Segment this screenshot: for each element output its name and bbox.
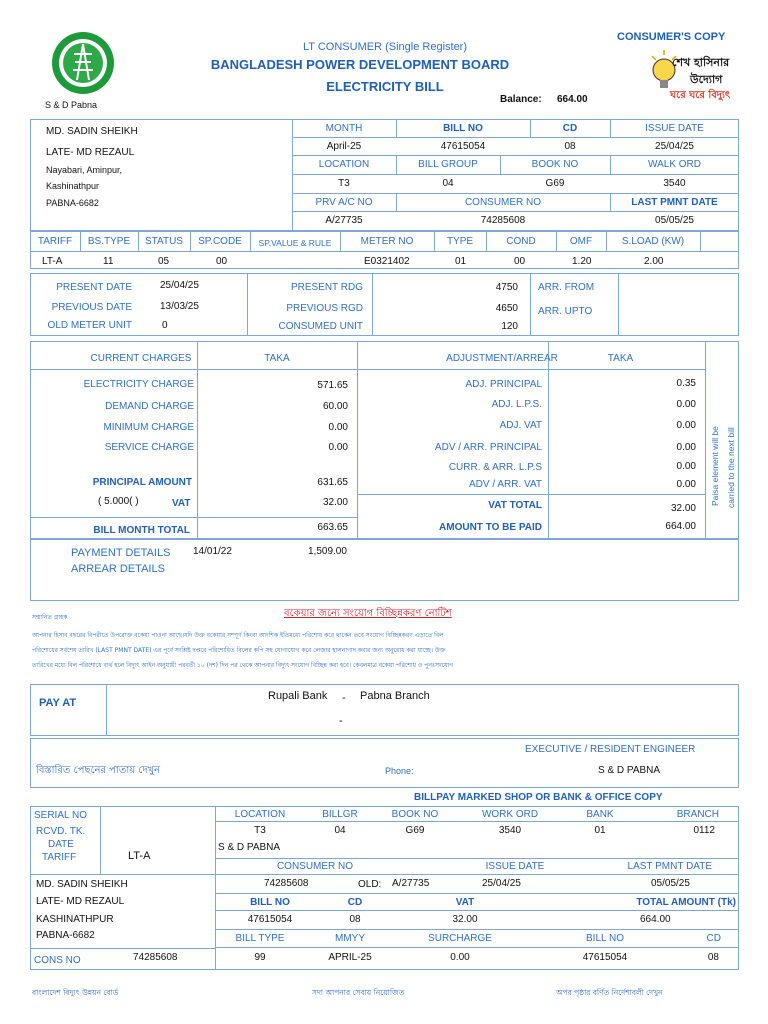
location-value: T3 bbox=[338, 178, 350, 189]
stub-book-value: G69 bbox=[405, 825, 425, 836]
stub-work-header: WORK ORD bbox=[481, 809, 539, 820]
stub-consumer-no-value: 74285608 bbox=[264, 878, 309, 889]
bottom-right-text: অপর পৃষ্ঠার বর্ণিত নির্দেশাবলী দেখুন bbox=[556, 988, 663, 997]
phone-label: Phone: bbox=[385, 766, 414, 776]
previous-rdg-value: 4650 bbox=[495, 303, 518, 314]
consumer-name: MD. SADIN SHEIKH bbox=[46, 126, 138, 137]
consumer-address-1: Nayabari, Aminpur, bbox=[46, 165, 123, 175]
payment-details-label: PAYMENT DETAILS bbox=[71, 547, 171, 559]
stub-vat-header: VAT bbox=[455, 897, 475, 908]
walk-ord-value: 3540 bbox=[663, 178, 686, 189]
bill-month-total-value: 663.65 bbox=[317, 522, 348, 533]
issue-date-value: 25/04/25 bbox=[655, 141, 694, 152]
cond-header: COND bbox=[506, 236, 536, 247]
stub-total-header: TOTAL AMOUNT (Tk) bbox=[636, 897, 736, 908]
last-pmnt-header: LAST PMNT DATE bbox=[631, 197, 718, 208]
stub-branch-header: BRANCH bbox=[676, 809, 719, 820]
present-rdg-label: PRESENT RDG bbox=[290, 282, 363, 293]
type-value: 01 bbox=[455, 256, 467, 267]
adj-vat-value: 0.00 bbox=[676, 420, 696, 431]
present-date-label: PRESENT DATE bbox=[56, 282, 132, 293]
bs-type-header: BS.TYPE bbox=[87, 236, 131, 247]
old-meter-value: 0 bbox=[162, 320, 168, 331]
arrear-details-label: ARREAR DETAILS bbox=[71, 563, 165, 575]
month-header: MONTH bbox=[325, 123, 363, 134]
status-value: 05 bbox=[158, 256, 170, 267]
stub-vat-value: 32.00 bbox=[452, 914, 478, 925]
stub-consumer-father: LATE- MD REZAUL bbox=[36, 896, 125, 907]
consumed-unit-label: CONSUMED UNIT bbox=[278, 321, 363, 332]
org-title: BANGLADESH POWER DEVELOPMENT BOARD bbox=[210, 57, 510, 72]
billno-value: 47615054 bbox=[440, 141, 486, 152]
adj-lps-value: 0.00 bbox=[676, 399, 696, 410]
electricity-charge-value: 571.65 bbox=[317, 380, 348, 391]
adjustment-header: ADJUSTMENT/ARREAR bbox=[446, 353, 558, 364]
issue-date-header: ISSUE DATE bbox=[645, 123, 704, 134]
previous-date-label: PREVIOUS DATE bbox=[51, 302, 132, 313]
stub-cd2-header: CD bbox=[706, 933, 721, 944]
stub-title: BILLPAY MARKED SHOP OR BANK & OFFICE COPY bbox=[414, 792, 663, 803]
stub-billno-value: 47615054 bbox=[247, 914, 293, 925]
adv-principal-label: ADV / ARR. PRINCIPAL bbox=[434, 442, 542, 453]
campaign-text-3: ঘরে ঘরে বিদ্যুৎ bbox=[670, 90, 731, 101]
consumer-address-2: Kashinathpur bbox=[46, 181, 100, 191]
campaign-logo bbox=[650, 50, 736, 110]
amount-to-be-paid-value: 664.00 bbox=[665, 521, 696, 532]
stub-location-header: LOCATION bbox=[234, 809, 286, 820]
demand-charge-label: DEMAND CHARGE bbox=[105, 401, 194, 412]
adj-principal-value: 0.35 bbox=[676, 378, 696, 389]
bill-group-header: BILL GROUP bbox=[418, 159, 478, 170]
arr-upto-label: ARR. UPTO bbox=[538, 306, 593, 317]
paisa-note-1: Paisa element will be bbox=[710, 426, 720, 506]
date-label: DATE bbox=[48, 839, 74, 850]
stub-office: S & D PABNA bbox=[218, 842, 281, 853]
stub-bill-type-value: 99 bbox=[254, 952, 266, 963]
stub-billgr-header: BILLGR bbox=[322, 809, 358, 820]
demand-charge-value: 60.00 bbox=[322, 401, 348, 412]
vat-label: VAT bbox=[172, 498, 191, 509]
month-value: April-25 bbox=[326, 141, 362, 152]
meter-no-value: E0321402 bbox=[364, 256, 410, 267]
consumer-no-value: 74285608 bbox=[480, 215, 526, 226]
previous-rdg-label: PREVIOUS RGD bbox=[286, 303, 363, 314]
details-on-back-link[interactable]: বিস্তারিত পেছনের পাতায় দেখুন bbox=[36, 765, 161, 776]
adv-vat-value: 0.00 bbox=[676, 479, 696, 490]
principal-amount-value: 631.65 bbox=[317, 477, 348, 488]
serial-no-label: SERIAL NO bbox=[34, 810, 87, 821]
tariff-value: LT-A bbox=[42, 256, 63, 267]
curr-lps-value: 0.00 bbox=[676, 461, 696, 472]
omf-header: OMF bbox=[569, 236, 593, 247]
stub-bank-header: BANK bbox=[586, 809, 614, 820]
adv-vat-label: ADV / ARR. VAT bbox=[469, 479, 542, 490]
stub-branch-value: 0112 bbox=[693, 825, 715, 836]
sload-value: 2.00 bbox=[644, 256, 664, 267]
bs-type-value: 11 bbox=[103, 256, 114, 267]
stub-surcharge-header: SURCHARGE bbox=[428, 933, 492, 944]
consumer-father: LATE- MD REZAUL bbox=[46, 147, 135, 158]
stub-consumer-name: MD. SADIN SHEIKH bbox=[36, 879, 128, 890]
consumer-city: PABNA-6682 bbox=[46, 198, 99, 208]
minimum-charge-label: MINIMUM CHARGE bbox=[103, 422, 194, 433]
stub-last-pmnt-header: LAST PMNT DATE bbox=[627, 861, 712, 872]
stub-consumer-city: PABNA-6682 bbox=[36, 930, 95, 941]
stub-cd-header: CD bbox=[347, 897, 363, 908]
stub-old-label: OLD: bbox=[358, 879, 382, 890]
arr-from-label: ARR. FROM bbox=[538, 282, 595, 293]
bill-month-total-label: BILL MONTH TOTAL bbox=[93, 525, 190, 536]
pay-at-separator: - bbox=[342, 692, 346, 704]
bill-type-line: LT CONSUMER (Single Register) bbox=[302, 41, 468, 53]
walk-ord-header: WALK ORD bbox=[648, 159, 701, 170]
stub-book-header: BOOK NO bbox=[391, 809, 439, 820]
service-charge-label: SERVICE CHARGE bbox=[104, 442, 194, 453]
office-label: S & D Pabna bbox=[45, 100, 98, 110]
taka-header: TAKA bbox=[264, 353, 290, 364]
tariff-header: TARIFF bbox=[37, 236, 73, 247]
notice-line-2: পরিশোধের সর্বশেষ তারিখ (LAST PMNT DATE) এর পূর্বে সংশ্লিষ্ট দপ্তরে পরিশোধিত বিলের কপি সহ যোগাযোগ করে লেজার হালনাগাদ করার জন্য অনুরোধ করা যাচ্ছে। উক্ত bbox=[32, 647, 446, 654]
adj-vat-label: ADJ. VAT bbox=[499, 420, 542, 431]
stub-tariff-label: TARIFF bbox=[42, 852, 77, 863]
adj-lps-label: ADJ. L.P.S. bbox=[491, 399, 542, 410]
payment-amount: 1,509.00 bbox=[308, 546, 347, 557]
balance-value: 664.00 bbox=[557, 94, 588, 105]
stub-last-pmnt-value: 05/05/25 bbox=[651, 878, 690, 889]
book-no-header: BOOK NO bbox=[531, 159, 579, 170]
adj-principal-label: ADJ. PRINCIPAL bbox=[465, 379, 542, 390]
vat-rate: ( 5.000( ) bbox=[98, 496, 139, 507]
notice-line-1: আপনার হিসাব বছরের বিপরীতে উপরোক্ত বকেয়া পাওনা আছে।যদি উক্ত বকেয়ার সম্পূর্ণ কিংবা আংশিক ইতিমধ্যে পরিশোধ করে থাকেন তবে সংযোগ বিচ্ছিন্নকরণ এড়াতে বিল bbox=[32, 632, 444, 639]
stub-bill-type-header: BILL TYPE bbox=[235, 933, 285, 944]
type-header: TYPE bbox=[446, 236, 474, 247]
stub-work-value: 3540 bbox=[498, 825, 522, 836]
cond-value: 00 bbox=[514, 256, 526, 267]
bpdb-logo bbox=[50, 30, 116, 96]
doc-title: ELECTRICITY BILL bbox=[326, 79, 444, 94]
bottom-left-text: বাংলাদেশ বিদ্যুৎ উন্নয়ন বোর্ড bbox=[32, 988, 119, 997]
stub-issue-date-header: ISSUE DATE bbox=[485, 861, 545, 872]
curr-lps-label: CURR. & ARR. L.P.S bbox=[448, 462, 542, 473]
billno-header: BILL NO bbox=[443, 123, 483, 134]
cd-header: CD bbox=[562, 123, 578, 134]
pay-at-dash: - bbox=[339, 715, 343, 727]
stub-billgr-value: 04 bbox=[334, 825, 346, 836]
cons-no-label: CONS NO bbox=[34, 955, 81, 966]
vat-total-label: VAT TOTAL bbox=[488, 500, 542, 511]
old-meter-label: OLD METER UNIT bbox=[47, 320, 132, 331]
stub-location-value: T3 bbox=[254, 825, 266, 836]
engineer-office: S & D PABNA bbox=[598, 765, 661, 776]
cons-no-value: 74285608 bbox=[133, 952, 178, 963]
balance-label: Balance: bbox=[500, 94, 542, 105]
payment-date: 14/01/22 bbox=[193, 546, 232, 557]
notice-line-3: তারিখের মধ্যে বিল পরিশোধে ব্যর্থ হলে বিদ্যুৎ আইন অনুযায়ী পরবর্তী ১০ (দশ) দিন পর থেকে আপনার বিদ্যুৎ সংযোগ বিচ্ছিন্ন করা হবে। কেবলমাত্র বকেয়া পরিশোধ ও পুনঃসংযোগ bbox=[32, 662, 454, 669]
copy-label: CONSUMER'S COPY bbox=[617, 31, 726, 43]
stub-consumer-address: KASHINATHPUR bbox=[36, 914, 114, 925]
engineer-title: EXECUTIVE / RESIDENT ENGINEER bbox=[525, 744, 696, 755]
minimum-charge-value: 0.00 bbox=[328, 422, 348, 433]
stub-billno-header: BILL NO bbox=[250, 897, 290, 908]
stub-billno2-value: 47615054 bbox=[582, 952, 628, 963]
amount-to-be-paid-label: AMOUNT TO BE PAID bbox=[439, 522, 542, 533]
campaign-text-2: উদ্যোগ bbox=[690, 73, 723, 86]
paisa-note-2: carried to the next bill bbox=[726, 427, 736, 508]
pay-at-label: PAY AT bbox=[39, 697, 77, 709]
stub-mmyy-header: MMYY bbox=[335, 933, 365, 944]
readings-box bbox=[30, 273, 739, 336]
consumer-no-header: CONSUMER NO bbox=[464, 197, 542, 208]
pay-at-bank: Rupali Bank bbox=[268, 690, 328, 702]
stub-mmyy-value: APRIL-25 bbox=[328, 952, 372, 963]
campaign-text-1: শেখ হাসিনার bbox=[672, 56, 730, 69]
vat-total-value: 32.00 bbox=[670, 503, 696, 514]
last-pmnt-value: 05/05/25 bbox=[655, 215, 694, 226]
stub-issue-date-value: 25/04/25 bbox=[482, 878, 521, 889]
omf-value: 1.20 bbox=[572, 256, 592, 267]
present-rdg-value: 4750 bbox=[495, 282, 518, 293]
stub-bank-value: 01 bbox=[594, 825, 606, 836]
meter-no-header: METER NO bbox=[360, 236, 414, 247]
stub-surcharge-value: 0.00 bbox=[450, 952, 470, 963]
adv-principal-value: 0.00 bbox=[676, 442, 696, 453]
stub-consumer-no-header: CONSUMER NO bbox=[276, 861, 354, 872]
previous-date-value: 13/03/25 bbox=[160, 301, 199, 312]
bottom-mid-text: সদা আপনার সেবায় নিয়োজিত bbox=[312, 988, 405, 997]
notice-title: বকেয়ার জন্যে সংযোগ বিচ্ছিন্নকরণ নোটিশ bbox=[284, 608, 452, 619]
pay-at-branch: Pabna Branch bbox=[360, 690, 430, 702]
principal-amount-label: PRINCIPAL AMOUNT bbox=[92, 477, 192, 488]
prv-ac-header: PRV A/C NO bbox=[315, 197, 373, 208]
service-charge-value: 0.00 bbox=[328, 442, 348, 453]
stub-tariff-value: LT-A bbox=[128, 850, 151, 862]
stub-cd2-value: 08 bbox=[707, 952, 719, 963]
notice-salutation: সম্মানিত গ্রাহক bbox=[32, 614, 68, 621]
bill-group-value: 04 bbox=[442, 178, 454, 189]
book-no-value: G69 bbox=[545, 178, 565, 189]
status-header: STATUS bbox=[145, 236, 183, 247]
vat-value: 32.00 bbox=[322, 497, 348, 508]
stub-billno2-header: BILL NO bbox=[586, 933, 624, 944]
sp-value-header: SP.VALUE & RULE bbox=[258, 238, 332, 248]
prv-ac-value: A/27735 bbox=[325, 215, 363, 226]
sp-code-value: 00 bbox=[216, 256, 228, 267]
current-charges-header: CURRENT CHARGES bbox=[90, 353, 192, 364]
stub-cd-value: 08 bbox=[349, 914, 361, 925]
stub-total-value: 664.00 bbox=[640, 914, 671, 925]
electricity-charge-label: ELECTRICITY CHARGE bbox=[83, 379, 194, 390]
sp-code-header: SP.CODE bbox=[198, 236, 242, 247]
taka-header-2: TAKA bbox=[607, 353, 634, 364]
stub-old-value: A/27735 bbox=[392, 878, 430, 889]
sload-header: S.LOAD (KW) bbox=[621, 236, 685, 247]
present-date-value: 25/04/25 bbox=[160, 280, 199, 291]
cd-value: 08 bbox=[564, 141, 576, 152]
consumed-unit-value: 120 bbox=[501, 321, 518, 332]
rcvd-tk-label: RCVD. TK. bbox=[36, 826, 86, 837]
location-header: LOCATION bbox=[318, 159, 370, 170]
